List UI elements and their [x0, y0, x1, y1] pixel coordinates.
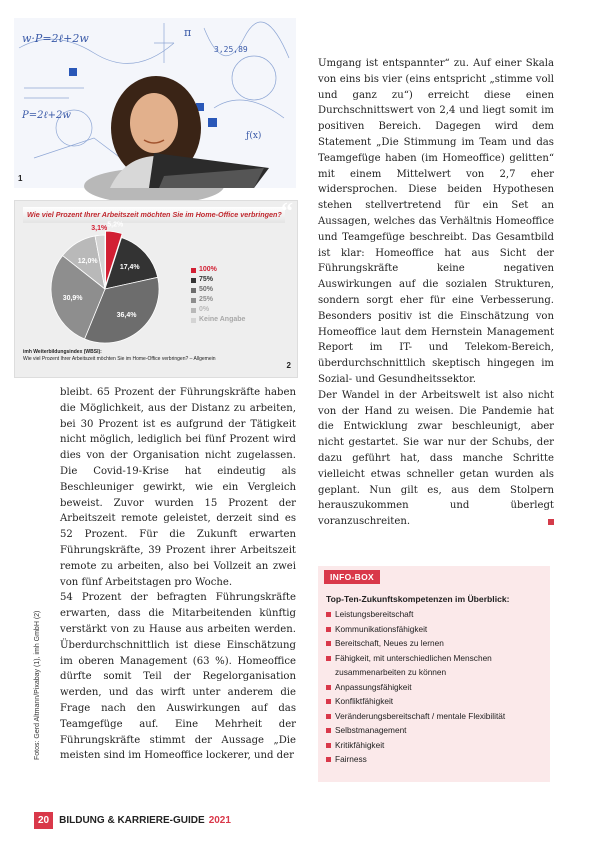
info-box-tag: INFO-BOX [324, 570, 380, 584]
svg-text:P=2ℓ+2w: P=2ℓ+2w [22, 110, 71, 121]
article-column-right [318, 56, 554, 530]
pie-label-0: 12,0% [77, 257, 98, 265]
page-number: 20 [34, 812, 53, 829]
list-item-label: Kommunikationsfähigkeit [335, 623, 428, 634]
bullet-icon [326, 714, 331, 719]
pie-chart [15, 221, 185, 349]
page-footer [34, 812, 231, 829]
info-box [318, 566, 550, 782]
legend-swatch [191, 308, 196, 313]
info-box-heading: Top-Ten-Zukunftskompetenzen im Überblick: [326, 594, 510, 604]
end-mark-icon [548, 519, 554, 525]
home-office-chart [14, 200, 298, 378]
list-item [326, 607, 548, 622]
svg-text:3,25,89: 3,25,89 [214, 45, 248, 54]
paragraph-text: Der Wandel in der Arbeitswelt ist also nicht von der Hand zu weisen. Die Pandemie hat die Entwicklung zwar beschleunigt, aber nicht gestartet. Sie war nur der Schubs, der dazu geführt hat, dass manche Schritte vielleicht etwas schneller getan wurden als geplant. Nun gilt es, aus dem Stolpern herauszukommen und überlegt voranzuschreiten. [318, 389, 554, 528]
pie-label-100: 5,2% [107, 221, 124, 229]
figure-number-2: 2 [286, 361, 291, 370]
paragraph: Umgang ist entspannter“ zu. Auf einer Skala von eins bis vier (eins entspricht „stimme voll und ganz zu“) erreicht diese einen Durchschnittswert von 2,4 und liegt somit im positiven Bereich. Dagegen wird dem Statement „Die Stimmung im Team und das Teamgefüge haben (im Homeoffice) gelitten“ mit einem Mittelwert von 2,7 eher widersprochen. Diese beiden Hypothesen stehen stellvertretend für ein Set an Aussagen, welches das Verhältnis Homeoffice und Teamgefüge beschreibt. Das Gesamtbild ist klar: Homeoffice hat aus Sicht der Führungskräfte keine negativen Auswirkungen auf die sozialen Strukturen, sondern sorgt eher für eine Verbesserung. Besonders positiv ist die Einschätzung von Homeoffice laut dem Hernstein Management Report im IT- und Telekom-Bereich, überdurchschnittlich skeptisch hingegen im Sozial- und Gesundheitssektor. [318, 58, 554, 385]
list-item-label: Anpassungsfähigkeit [335, 681, 412, 692]
paragraph [318, 388, 554, 530]
list-item-label: Fairness [335, 754, 367, 764]
list-item-label: Leistungsbereitschaft [335, 609, 414, 619]
legend-label: Keine Angabe [199, 316, 246, 323]
list-item [326, 680, 548, 695]
legend-item-100 [191, 265, 245, 275]
list-item [326, 622, 548, 637]
list-item-label: Fähigkeit, mit unterschiedlichen Menschen zusammenarbeiten zu können [335, 652, 492, 677]
legend-label: 25% [199, 296, 214, 303]
figure-number-1: 1 [18, 174, 23, 183]
legend-label: 75% [199, 276, 214, 283]
legend-item-0 [191, 305, 245, 315]
chart-source-line1: imh Weiterbildungsindex (WBSI): [23, 349, 102, 355]
legend-item-75 [191, 275, 245, 285]
pie-label-75: 17,4% [119, 263, 140, 271]
list-item [326, 752, 548, 767]
list-item [326, 694, 548, 709]
bullet-icon [326, 641, 331, 646]
svg-text:π: π [184, 26, 192, 39]
bullet-icon [326, 627, 331, 632]
legend-swatch [191, 288, 196, 293]
list-item [326, 651, 548, 680]
publication-year: 2021 [208, 815, 231, 826]
list-item-label: Selbstmanagement [335, 725, 407, 735]
list-item-label: Bereitschaft, Neues zu lernen [335, 638, 444, 648]
list-item [326, 709, 548, 724]
legend-label: 0% [199, 306, 210, 313]
article-column-left [60, 385, 296, 764]
bullet-icon [326, 612, 331, 617]
photo-woman-laptop [14, 18, 296, 188]
paragraph: bleibt. 65 Prozent der Führungskräfte haben die Möglichkeit, aus der Distanz zu arbeiten, bei 30 Prozent ist es aufgrund der Tätigkeit nicht möglich, lediglich bei fünf Prozent wird dies von der Organisation nicht zugelassen. Die Covid-19-Krise hat eindeutig als Beschleuniger gewirkt, wie ein Vergleich beweist. Zuvor wurden 15 Prozent der Arbeitszeit remote geleistet, derzeit sind es 52 Prozent. Für die Zukunft erwarten Führungskräfte, 39 Prozent ihrer Arbeitszeit remote zu arbeiten, also bei Vollzeit an zwei von fünf Arbeitstagen pro Woche. [60, 387, 296, 588]
chart-title: Wie viel Prozent Ihrer Arbeitszeit möchten Sie im Home-Office verbringen? [23, 207, 285, 223]
list-item [326, 738, 548, 753]
legend-swatch [191, 268, 196, 273]
list-item [326, 636, 548, 651]
legend-label: 50% [199, 286, 214, 293]
legend-item-keine-angabe [191, 315, 245, 325]
list-item-label: Konfliktfähigkeit [335, 696, 394, 706]
photo-credit: Fotos: Gerd Altmann/Pixabay (1), imh GmbH (2) [34, 610, 41, 760]
list-item [326, 723, 548, 738]
legend-swatch [191, 278, 196, 283]
bullet-icon [326, 656, 331, 661]
bullet-icon [326, 728, 331, 733]
legend-item-50 [191, 285, 245, 295]
competence-list [326, 607, 548, 767]
bullet-icon [326, 743, 331, 748]
quote-mark-icon: “ [281, 199, 293, 225]
svg-text:w·P=2ℓ+2w: w·P=2ℓ+2w [22, 32, 89, 45]
pie-label-25: 30,9% [62, 295, 83, 303]
pie-label-50: 36,4% [116, 312, 137, 320]
legend-swatch [191, 298, 196, 303]
legend-swatch [191, 318, 196, 323]
bullet-icon [326, 757, 331, 762]
chart-legend [191, 265, 245, 325]
publication-title: BILDUNG & KARRIERE-GUIDE [59, 815, 205, 826]
svg-text:ƒ(x): ƒ(x) [246, 131, 262, 141]
pie-label-keine-angabe: 3,1% [91, 224, 108, 232]
photo-illustration [14, 18, 296, 188]
legend-label: 100% [199, 266, 217, 273]
chart-source [23, 349, 216, 363]
bullet-icon [326, 699, 331, 704]
paragraph: 54 Prozent der befragten Führungskräfte erwarten, dass die Mitarbeitenden künftig verstärkt von zu Hause aus arbeiten werden. Überdurchschnittlich ist diese Einschätzung im oberen Management (63 %). Homeoffice dürfte somit Teil der Regelorganisation werden, und das wirft unter anderem die Frage nach den Auswirkungen auf das Teamgefüge auf. Eine Mehrheit der Führungskräfte stimmt der Aussage „Die meisten sind im Homeoffice lockerer, und der [60, 592, 296, 762]
legend-item-25 [191, 295, 245, 305]
list-item-label: Kritikfähigkeit [335, 739, 385, 750]
bullet-icon [326, 685, 331, 690]
list-item-label: Veränderungsbereitschaft / mentale Flexibilität [335, 710, 506, 721]
chart-source-line2: Wie viel Prozent Ihrer Arbeitszeit möchten Sie im Home-Office verbringen? – Allgemein [23, 356, 216, 362]
